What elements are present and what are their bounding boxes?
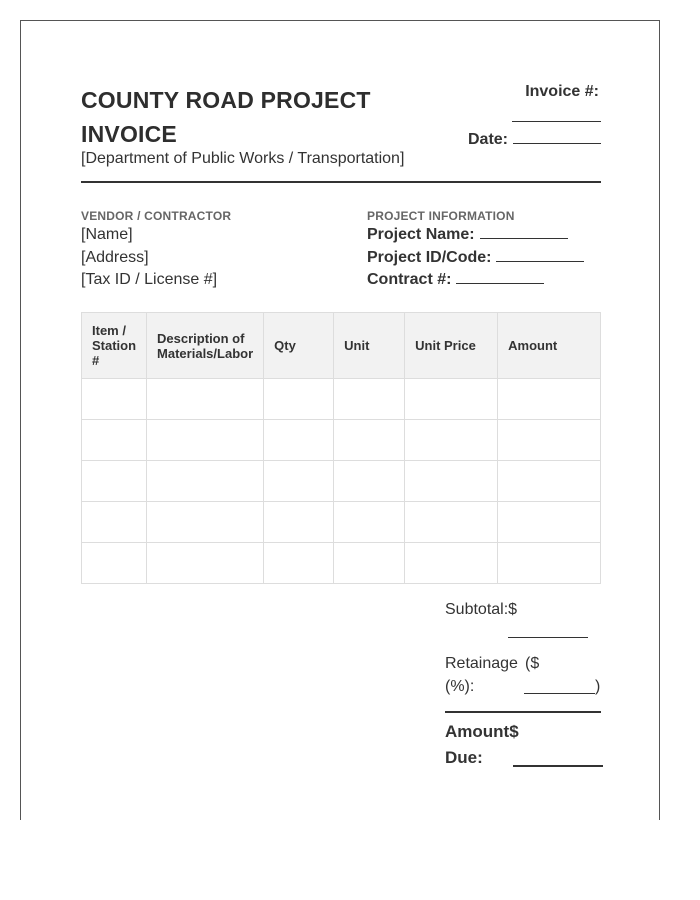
table-cell[interactable] xyxy=(334,461,405,502)
table-cell[interactable] xyxy=(147,461,264,502)
table-cell[interactable] xyxy=(147,543,264,584)
contract-label: Contract #: xyxy=(367,271,452,288)
vendor-address: [Address] xyxy=(81,248,149,266)
project-block xyxy=(367,224,584,292)
table-cell[interactable] xyxy=(82,543,147,584)
vendor-block xyxy=(81,224,217,292)
table-header-row xyxy=(82,313,601,379)
column-header: Qty xyxy=(264,313,334,379)
table-row xyxy=(82,420,601,461)
retainage-close: ) xyxy=(595,678,601,695)
table-cell[interactable] xyxy=(264,461,334,502)
table-cell[interactable] xyxy=(498,420,601,461)
retainage-label: Retainage xyxy=(445,655,518,672)
project-id-row xyxy=(367,247,584,270)
amount-due-field[interactable] xyxy=(513,751,603,767)
table-cell[interactable] xyxy=(147,420,264,461)
column-header: Amount xyxy=(498,313,601,379)
table-cell[interactable] xyxy=(334,379,405,420)
invoice-page xyxy=(20,20,660,820)
retainage-open: ($ xyxy=(525,655,540,672)
table-cell[interactable] xyxy=(334,420,405,461)
invoice-number-label: Invoice #: xyxy=(525,83,599,100)
subtotal-label: Subtotal:$ xyxy=(445,601,518,618)
amount-due-line1: Amount$ xyxy=(445,722,519,741)
date-row xyxy=(468,128,601,149)
vendor-heading: VENDOR / CONTRACTOR xyxy=(81,209,232,223)
contract-field[interactable] xyxy=(456,269,544,284)
vendor-tax-id: [Tax ID / License #] xyxy=(81,271,218,288)
table-cell[interactable] xyxy=(82,420,147,461)
table-cell[interactable] xyxy=(82,379,147,420)
table-row xyxy=(82,502,601,543)
invoice-title: COUNTY ROAD PROJECT INVOICE xyxy=(81,87,371,147)
table-row xyxy=(82,461,601,502)
subtotal-field[interactable] xyxy=(508,625,588,638)
date-label: Date: xyxy=(468,131,509,148)
retainage-percent-label: (%): xyxy=(445,678,475,695)
column-header: Unit xyxy=(334,313,405,379)
table-cell[interactable] xyxy=(264,543,334,584)
date-field[interactable] xyxy=(513,128,601,144)
table-cell[interactable] xyxy=(334,502,405,543)
project-heading: PROJECT INFORMATION xyxy=(367,209,515,223)
vendor-name: [Name] xyxy=(81,226,133,243)
table-cell[interactable] xyxy=(498,502,601,543)
table-cell[interactable] xyxy=(147,502,264,543)
table-cell[interactable] xyxy=(405,543,498,584)
table-cell[interactable] xyxy=(405,379,498,420)
table-cell[interactable] xyxy=(498,461,601,502)
table-cell[interactable] xyxy=(405,420,498,461)
table-cell[interactable] xyxy=(82,461,147,502)
amount-due-line2: Due: xyxy=(445,748,483,767)
column-header: Unit Price xyxy=(405,313,498,379)
header-divider xyxy=(81,181,601,183)
table-cell[interactable] xyxy=(498,379,601,420)
amount-due-label xyxy=(445,719,519,771)
table-row xyxy=(82,379,601,420)
project-id-label: Project ID/Code: xyxy=(367,248,492,266)
column-header: Description of Materials/Labor xyxy=(147,313,264,379)
table-cell[interactable] xyxy=(405,502,498,543)
table-row xyxy=(82,543,601,584)
project-name-label: Project Name: xyxy=(367,226,475,243)
project-id-field[interactable] xyxy=(496,247,584,262)
table-cell[interactable] xyxy=(264,502,334,543)
retainage-field[interactable] xyxy=(524,681,595,694)
table-cell[interactable] xyxy=(147,379,264,420)
table-cell[interactable] xyxy=(82,502,147,543)
project-name-field[interactable] xyxy=(480,224,568,239)
department-name: [Department of Public Works / Transportation] xyxy=(81,150,405,167)
table-cell[interactable] xyxy=(405,461,498,502)
project-name-row xyxy=(367,224,584,247)
invoice-number-field[interactable] xyxy=(512,101,601,122)
table-cell[interactable] xyxy=(334,543,405,584)
column-header: Item / Station # xyxy=(82,313,147,379)
table-cell[interactable] xyxy=(264,420,334,461)
summary-divider xyxy=(445,711,601,713)
contract-row xyxy=(367,269,584,292)
table-cell[interactable] xyxy=(498,543,601,584)
line-items-table xyxy=(81,312,601,584)
table-cell[interactable] xyxy=(264,379,334,420)
